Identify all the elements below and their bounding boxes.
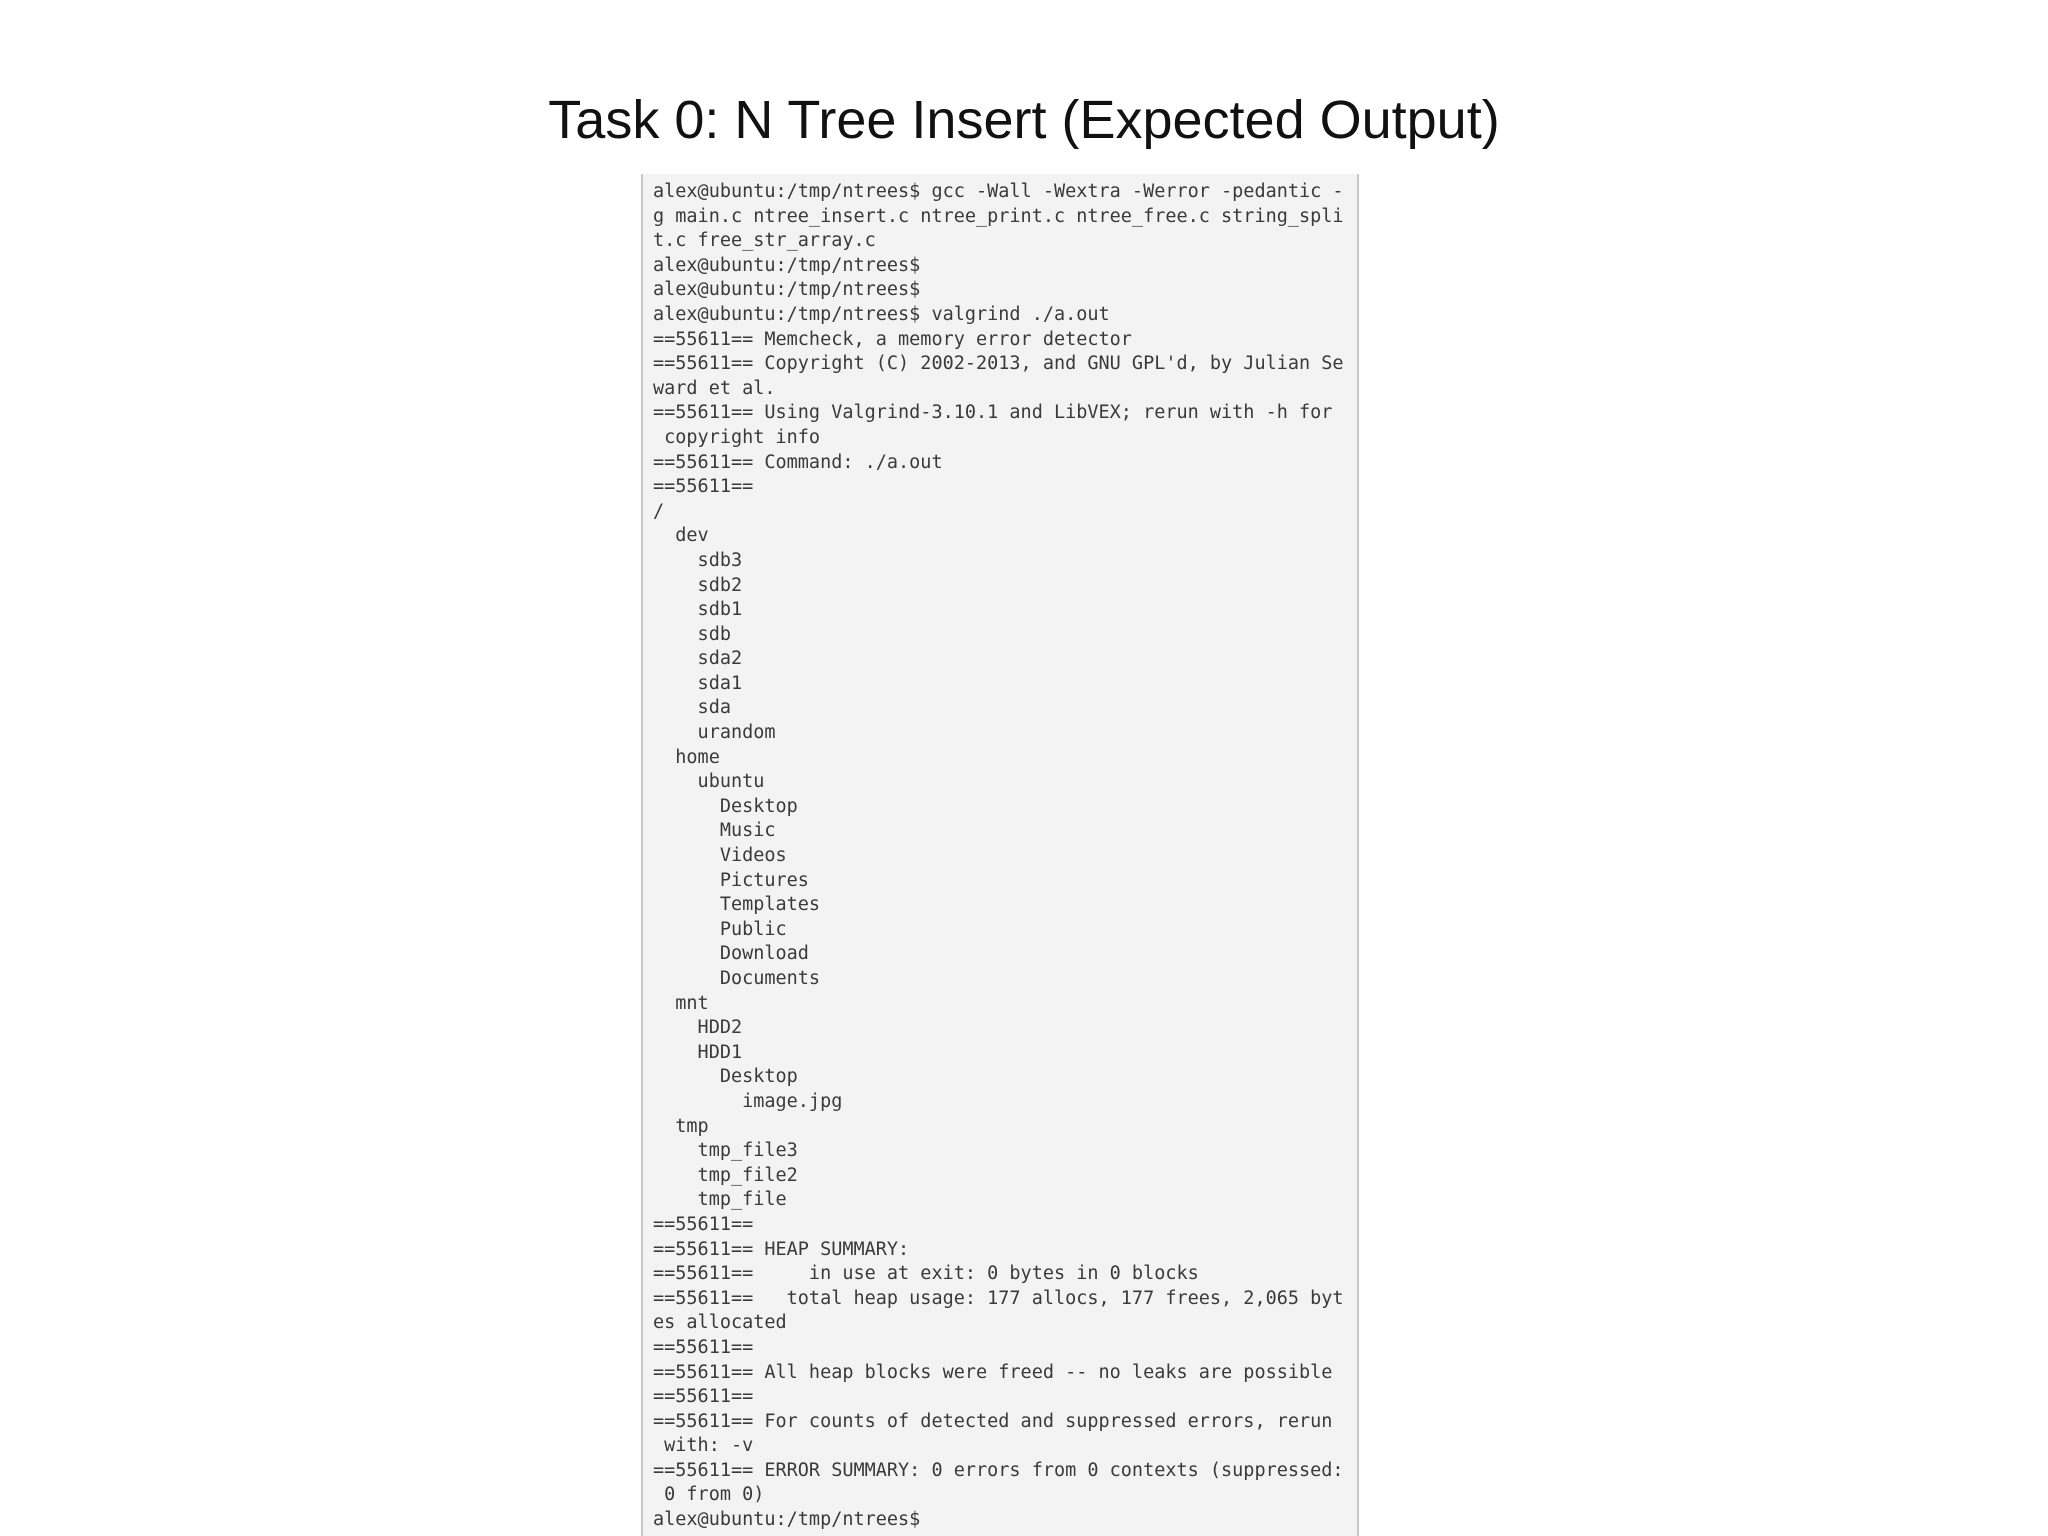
terminal-line: Desktop (653, 1066, 798, 1088)
terminal-line: sda1 (653, 672, 743, 694)
terminal-line: home (653, 746, 720, 768)
terminal-line: tmp_file3 (653, 1140, 798, 1162)
terminal-line: alex@ubuntu:/tmp/ntrees$ valgrind ./a.out (653, 303, 1110, 325)
terminal-line: ==55611== Command: ./a.out (653, 451, 943, 473)
terminal-line: urandom (653, 722, 776, 744)
terminal-line: HDD1 (653, 1041, 743, 1063)
terminal-line: tmp (653, 1115, 709, 1137)
terminal-line: alex@ubuntu:/tmp/ntrees$ gcc -Wall -Wextra -Werror -pedantic - (653, 181, 1344, 202)
terminal-line: Templates (653, 894, 821, 916)
terminal-line: ==55611== ERROR SUMMARY: 0 errors from 0 contexts (suppressed: (653, 1459, 1344, 1481)
terminal-line: Videos (653, 845, 787, 867)
terminal-output (653, 180, 1344, 1533)
terminal-line: tmp_file (653, 1189, 787, 1211)
terminal-line: ==55611== in use at exit: 0 bytes in 0 blocks (653, 1263, 1199, 1285)
terminal-line: HDD2 (653, 1017, 743, 1039)
terminal-screenshot (641, 174, 1359, 1536)
terminal-line: ward et al. (653, 377, 776, 399)
terminal-line: ==55611== Using Valgrind-3.10.1 and LibVEX; rerun with -h for (653, 402, 1333, 424)
terminal-line: 0 from 0) (653, 1484, 765, 1506)
terminal-line: es allocated (653, 1312, 787, 1334)
terminal-line: ==55611== Memcheck, a memory error detector (653, 328, 1132, 350)
terminal-line: Pictures (653, 869, 809, 891)
terminal-line: ubuntu (653, 771, 765, 793)
terminal-line: sdb1 (653, 599, 743, 621)
terminal-line: ==55611== (653, 1336, 754, 1358)
terminal-line: g main.c ntree_insert.c ntree_print.c ntree_free.c string_spli (653, 205, 1344, 227)
terminal-line: dev (653, 525, 709, 547)
terminal-line: ==55611== (653, 1213, 754, 1235)
terminal-line: sdb3 (653, 549, 743, 571)
terminal-line: Desktop (653, 795, 798, 817)
terminal-line: ==55611== (653, 476, 754, 498)
terminal-line: alex@ubuntu:/tmp/ntrees$ (653, 254, 921, 276)
terminal-line: mnt (653, 992, 709, 1014)
terminal-line: ==55611== For counts of detected and suppressed errors, rerun (653, 1410, 1333, 1432)
terminal-line: alex@ubuntu:/tmp/ntrees$ (653, 279, 921, 301)
terminal-line: sda2 (653, 648, 743, 670)
terminal-line: Documents (653, 968, 821, 989)
terminal-line: sdb2 (653, 574, 743, 596)
terminal-line: Download (653, 943, 809, 965)
slide-title: Task 0: N Tree Insert (Expected Output) (548, 90, 1500, 150)
terminal-line: image.jpg (653, 1090, 843, 1112)
terminal-line: Music (653, 820, 776, 842)
terminal-line: copyright info (653, 426, 821, 448)
terminal-line: ==55611== All heap blocks were freed -- no leaks are possible (653, 1361, 1333, 1383)
terminal-line: ==55611== HEAP SUMMARY: (653, 1238, 910, 1260)
terminal-line: / (653, 500, 665, 522)
terminal-line: ==55611== Copyright (C) 2002-2013, and GNU GPL'd, by Julian Se (653, 353, 1344, 375)
terminal-line: alex@ubuntu:/tmp/ntrees$ (653, 1509, 921, 1531)
terminal-line: ==55611== total heap usage: 177 allocs, 177 frees, 2,065 byt (653, 1287, 1344, 1309)
terminal-line: t.c free_str_array.c (653, 230, 876, 252)
terminal-line: with: -v (653, 1435, 754, 1457)
terminal-line: sdb (653, 623, 731, 645)
terminal-line: Public (653, 918, 787, 940)
terminal-line: sda (653, 697, 731, 719)
terminal-line: tmp_file2 (653, 1164, 798, 1186)
terminal-line: ==55611== (653, 1386, 754, 1408)
